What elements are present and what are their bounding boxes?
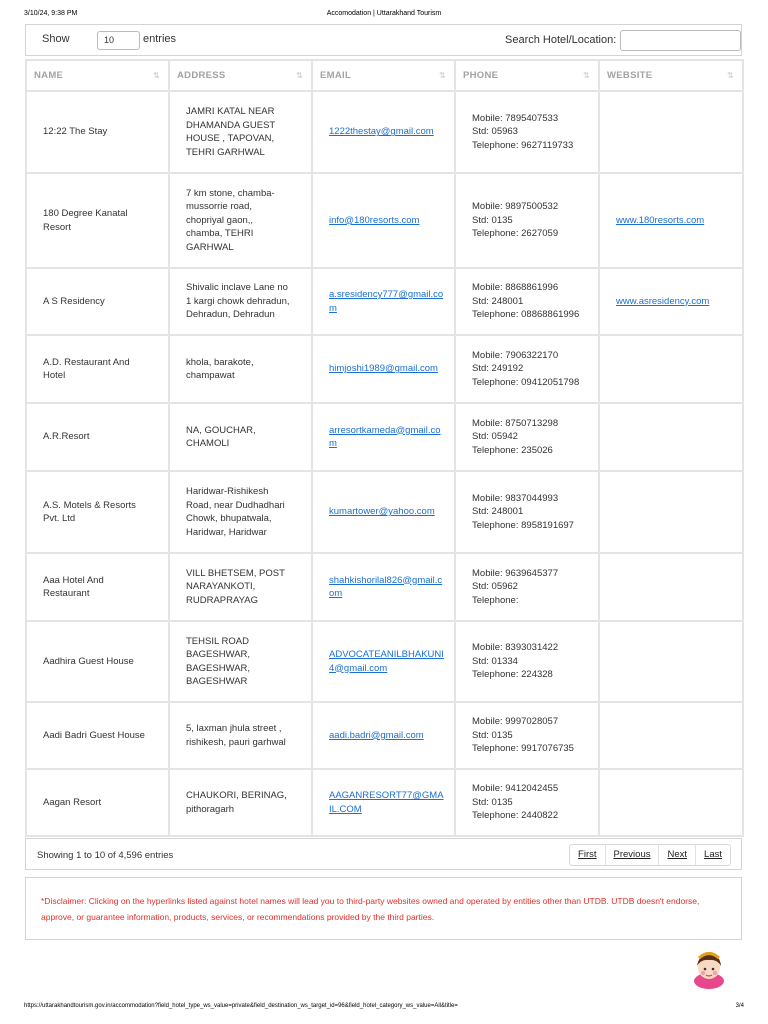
email-link[interactable]: kumartower@yahoo.com bbox=[329, 506, 435, 518]
cell-name: Aaa Hotel And Restaurant bbox=[26, 553, 169, 621]
email-link[interactable]: shahkishorilal826@gmail.com bbox=[329, 574, 443, 599]
cell-website bbox=[599, 769, 743, 836]
cell-email bbox=[312, 769, 455, 836]
column-header-label: NAME bbox=[34, 70, 64, 81]
cell-phone: Mobile: 9639645377 Std: 05962 Telephone: bbox=[455, 553, 599, 621]
cell-phone: Mobile: 7895407533 Std: 05963 Telephone: 9627119733 bbox=[455, 91, 599, 173]
sort-arrows-icon[interactable]: ⇅ bbox=[152, 71, 160, 80]
table-controls bbox=[25, 24, 742, 56]
cell-website bbox=[599, 335, 743, 403]
cell-name: A.S. Motels & Resorts Pvt. Ltd bbox=[26, 471, 169, 553]
cell-address: Haridwar-Rishikesh Road, near Dudhadhari Chowk, bhupatwala, Haridwar, Haridwar bbox=[169, 471, 312, 553]
table-row bbox=[26, 621, 743, 702]
cell-name: Aadi Badri Guest House bbox=[26, 702, 169, 769]
table-body bbox=[26, 91, 743, 836]
cell-email bbox=[312, 403, 455, 471]
table-row bbox=[26, 173, 743, 268]
cell-address: JAMRI KATAL NEAR DHAMANDA GUEST HOUSE , TAPOVAN, TEHRI GARHWAL bbox=[169, 91, 312, 173]
column-header-email[interactable] bbox=[312, 60, 455, 91]
cell-email bbox=[312, 335, 455, 403]
cell-email bbox=[312, 702, 455, 769]
cell-website bbox=[599, 553, 743, 621]
pagination bbox=[569, 844, 731, 866]
column-header-website[interactable] bbox=[599, 60, 743, 91]
print-header bbox=[0, 10, 768, 22]
show-label: Show bbox=[42, 33, 70, 45]
table-info: Showing 1 to 10 of 4,596 entries bbox=[37, 850, 174, 861]
pager-previous-button[interactable]: Previous bbox=[605, 845, 659, 865]
pager-last-button[interactable]: Last bbox=[695, 845, 730, 865]
table-row bbox=[26, 403, 743, 471]
cell-email bbox=[312, 471, 455, 553]
table-row bbox=[26, 769, 743, 836]
cell-address: VILL BHETSEM, POST NARAYANKOTI, RUDRAPRAYAG bbox=[169, 553, 312, 621]
table-footer bbox=[25, 838, 742, 870]
sort-arrows-icon[interactable]: ⇅ bbox=[438, 71, 446, 80]
cell-name: A.R.Resort bbox=[26, 403, 169, 471]
sort-arrows-icon[interactable]: ⇅ bbox=[726, 71, 734, 80]
cell-address: 7 km stone, chamba- mussorrie road, chopriyal gaon,, chamba, TEHRI GARHWAL bbox=[169, 173, 312, 268]
cell-phone: Mobile: 8750713298 Std: 05942 Telephone: 235026 bbox=[455, 403, 599, 471]
email-link[interactable]: ADVOCATEANILBHAKUNI4@gmail.com bbox=[329, 649, 444, 674]
table-row bbox=[26, 553, 743, 621]
cell-address: 5, laxman jhula street , rishikesh, pauri garhwal bbox=[169, 702, 312, 769]
column-header-name[interactable] bbox=[26, 60, 169, 91]
cell-email bbox=[312, 91, 455, 173]
print-timestamp: 3/10/24, 9:38 PM bbox=[24, 10, 78, 17]
sort-arrows-icon[interactable]: ⇅ bbox=[582, 71, 590, 80]
table-row bbox=[26, 471, 743, 553]
cell-phone: Mobile: 8868861996 Std: 248001 Telephone: 08868861996 bbox=[455, 268, 599, 335]
column-header-label: ADDRESS bbox=[177, 70, 226, 81]
table-row bbox=[26, 335, 743, 403]
cell-name: Aagan Resort bbox=[26, 769, 169, 836]
cell-address: Shivalic inclave Lane no 1 kargi chowk dehradun, Dehradun, Dehradun bbox=[169, 268, 312, 335]
cell-address: CHAUKORI, BERINAG, pithoragarh bbox=[169, 769, 312, 836]
cell-email bbox=[312, 173, 455, 268]
email-link[interactable]: arresortkameda@gmail.com bbox=[329, 424, 441, 449]
cell-phone: Mobile: 7906322170 Std: 249192 Telephone: 09412051798 bbox=[455, 335, 599, 403]
cell-name: A S Residency bbox=[26, 268, 169, 335]
table-header-row bbox=[26, 60, 743, 91]
table-row bbox=[26, 702, 743, 769]
email-link[interactable]: info@180resorts.com bbox=[329, 214, 420, 226]
cell-website bbox=[599, 702, 743, 769]
entries-length-select[interactable]: 10 bbox=[97, 31, 140, 50]
email-link[interactable]: aadi.badri@gmail.com bbox=[329, 729, 424, 741]
sort-arrows-icon[interactable]: ⇅ bbox=[295, 71, 303, 80]
print-page-title: Accomodation | Uttarakhand Tourism bbox=[326, 10, 442, 17]
cell-website bbox=[599, 173, 743, 268]
column-header-label: EMAIL bbox=[320, 70, 352, 81]
disclaimer-text: *Disclaimer: Clicking on the hyperlinks listed against hotel names will lead you to third-party websites owned and operated by entities other than UTDB. UTDB doesn't endorse, approve, or guarantee information, products, services, or recommendations provided by the third parties. bbox=[41, 896, 700, 922]
table-row bbox=[26, 91, 743, 173]
email-link[interactable]: AAGANRESORT77@GMAIL.COM bbox=[329, 790, 444, 815]
search-input[interactable] bbox=[620, 30, 741, 51]
website-link[interactable]: www.asresidency.com bbox=[616, 295, 710, 307]
cell-website bbox=[599, 91, 743, 173]
disclaimer-box bbox=[25, 877, 742, 940]
pager-next-button[interactable]: Next bbox=[658, 845, 695, 865]
cell-name: Aadhira Guest House bbox=[26, 621, 169, 702]
column-header-phone[interactable] bbox=[455, 60, 599, 91]
email-link[interactable]: a.sresidency777@gmail.com bbox=[329, 289, 444, 314]
website-link[interactable]: www.180resorts.com bbox=[616, 214, 705, 226]
cell-email bbox=[312, 621, 455, 702]
cell-name: 12:22 The Stay bbox=[26, 91, 169, 173]
cell-phone: Mobile: 9837044993 Std: 248001 Telephone: 8958191697 bbox=[455, 471, 599, 553]
column-header-label: WEBSITE bbox=[607, 70, 653, 81]
cell-phone: Mobile: 9897500532 Std: 0135 Telephone: 2627059 bbox=[455, 173, 599, 268]
hotels-table bbox=[25, 59, 744, 837]
cell-phone: Mobile: 9997028057 Std: 0135 Telephone: 9917076735 bbox=[455, 702, 599, 769]
entries-label: entries bbox=[143, 33, 177, 45]
cell-website bbox=[599, 268, 743, 335]
cell-email bbox=[312, 553, 455, 621]
cell-address: NA, GOUCHAR, CHAMOLI bbox=[169, 403, 312, 471]
cell-address: khola, barakote, champawat bbox=[169, 335, 312, 403]
cell-name: A.D. Restaurant And Hotel bbox=[26, 335, 169, 403]
pager-first-button[interactable]: First bbox=[578, 849, 597, 860]
column-header-address[interactable] bbox=[169, 60, 312, 91]
email-link[interactable]: himjoshi1989@gmail.com bbox=[329, 363, 438, 375]
cell-phone: Mobile: 8393031422 Std: 01334 Telephone: 224328 bbox=[455, 621, 599, 702]
mascot-character-icon[interactable] bbox=[690, 950, 728, 990]
cell-website bbox=[599, 621, 743, 702]
table-row bbox=[26, 268, 743, 335]
search-label: Search Hotel/Location: bbox=[505, 34, 617, 46]
cell-address: TEHSIL ROAD BAGESHWAR, BAGESHWAR, BAGESHWAR bbox=[169, 621, 312, 702]
email-link[interactable]: 1222thestay@gmail.com bbox=[329, 126, 434, 138]
print-page-number: 3/4 bbox=[735, 1003, 744, 1009]
print-url: https://uttarakhandtourism.gov.in/accommodation?field_hotel_type_ws_value=private&field_destination_ws_target_id=96&field_hotel_category_ws_value=All&title= bbox=[24, 1003, 458, 1009]
cell-website bbox=[599, 403, 743, 471]
cell-phone: Mobile: 9412042455 Std: 0135 Telephone: 2440822 bbox=[455, 769, 599, 836]
cell-name: 180 Degree Kanatal Resort bbox=[26, 173, 169, 268]
column-header-label: PHONE bbox=[463, 70, 499, 81]
cell-email bbox=[312, 268, 455, 335]
cell-website bbox=[599, 471, 743, 553]
